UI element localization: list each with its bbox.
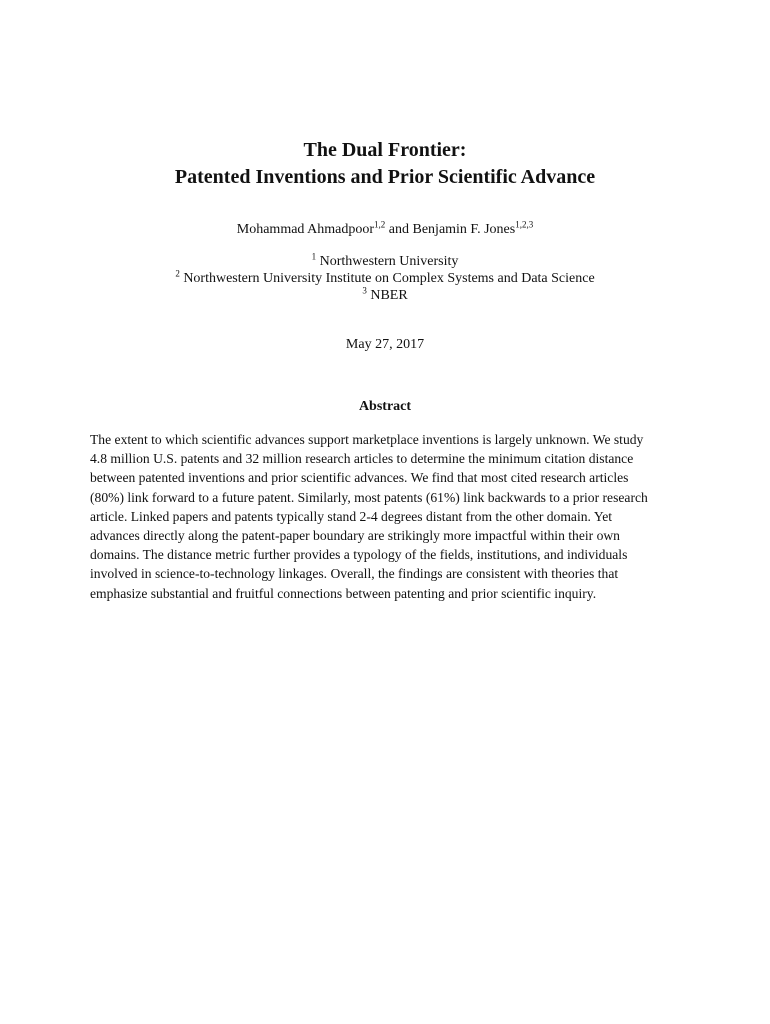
- affiliation-name: Northwestern University Institute on Complex Systems and Data Science: [183, 271, 595, 286]
- author-affiliation-marker: 1,2: [374, 219, 386, 230]
- abstract-line: The extent to which scientific advances support marketplace inventions is largely unknown. We study: [90, 432, 644, 447]
- abstract-line: (80%) link forward to a future patent. Similarly, most patents (61%) link backwards to a prior research: [90, 489, 648, 505]
- affiliation-marker: 3: [362, 285, 367, 296]
- author-name: Mohammad Ahmadpoor: [236, 222, 375, 237]
- affiliation-marker: 1: [311, 251, 317, 262]
- author-affiliation-marker: 1,2,3: [515, 219, 534, 230]
- author-name: Benjamin F. Jones: [412, 222, 516, 237]
- abstract-line: article. Linked papers and patents typically stand 2-4 degrees distant from the other domain. Yet: [90, 508, 613, 524]
- affiliation-marker: 2: [175, 268, 180, 279]
- affiliation-name: NBER: [370, 288, 408, 303]
- abstract-line: domains. The distance metric further provides a typology of the fields, institutions, and individuals: [90, 547, 628, 563]
- title-line-2: Patented Inventions and Prior Scientific Advance: [174, 166, 596, 188]
- abstract-line: between patented inventions and prior scientific advances. We find that most cited research articles: [90, 470, 629, 486]
- title-line-1: The Dual Frontier:: [303, 139, 467, 161]
- affiliation-name: Northwestern University: [319, 254, 459, 269]
- affiliation-item: [0, 287, 770, 304]
- author-list: [0, 221, 770, 239]
- affiliation-list: [0, 253, 770, 304]
- affiliation-item: [0, 270, 770, 287]
- abstract-line: involved in science-to-technology linkages. Overall, the findings are consistent with theories that: [90, 566, 619, 582]
- paper-title: [0, 137, 770, 191]
- abstract-line: 4.8 million U.S. patents and 32 million research articles to determine the minimum citation distance: [90, 451, 634, 467]
- abstract-line: advances directly along the patent-paper boundary are strikingly more impactful within their own: [90, 528, 620, 544]
- affiliation-item: [0, 253, 770, 270]
- abstract-body: [90, 430, 670, 603]
- publication-date: May 27, 2017: [345, 337, 425, 352]
- abstract-line: emphasize substantial and fruitful connections between patenting and prior scientific inquiry.: [90, 585, 597, 601]
- abstract-heading: Abstract: [358, 399, 412, 414]
- author-connector: and: [385, 222, 413, 237]
